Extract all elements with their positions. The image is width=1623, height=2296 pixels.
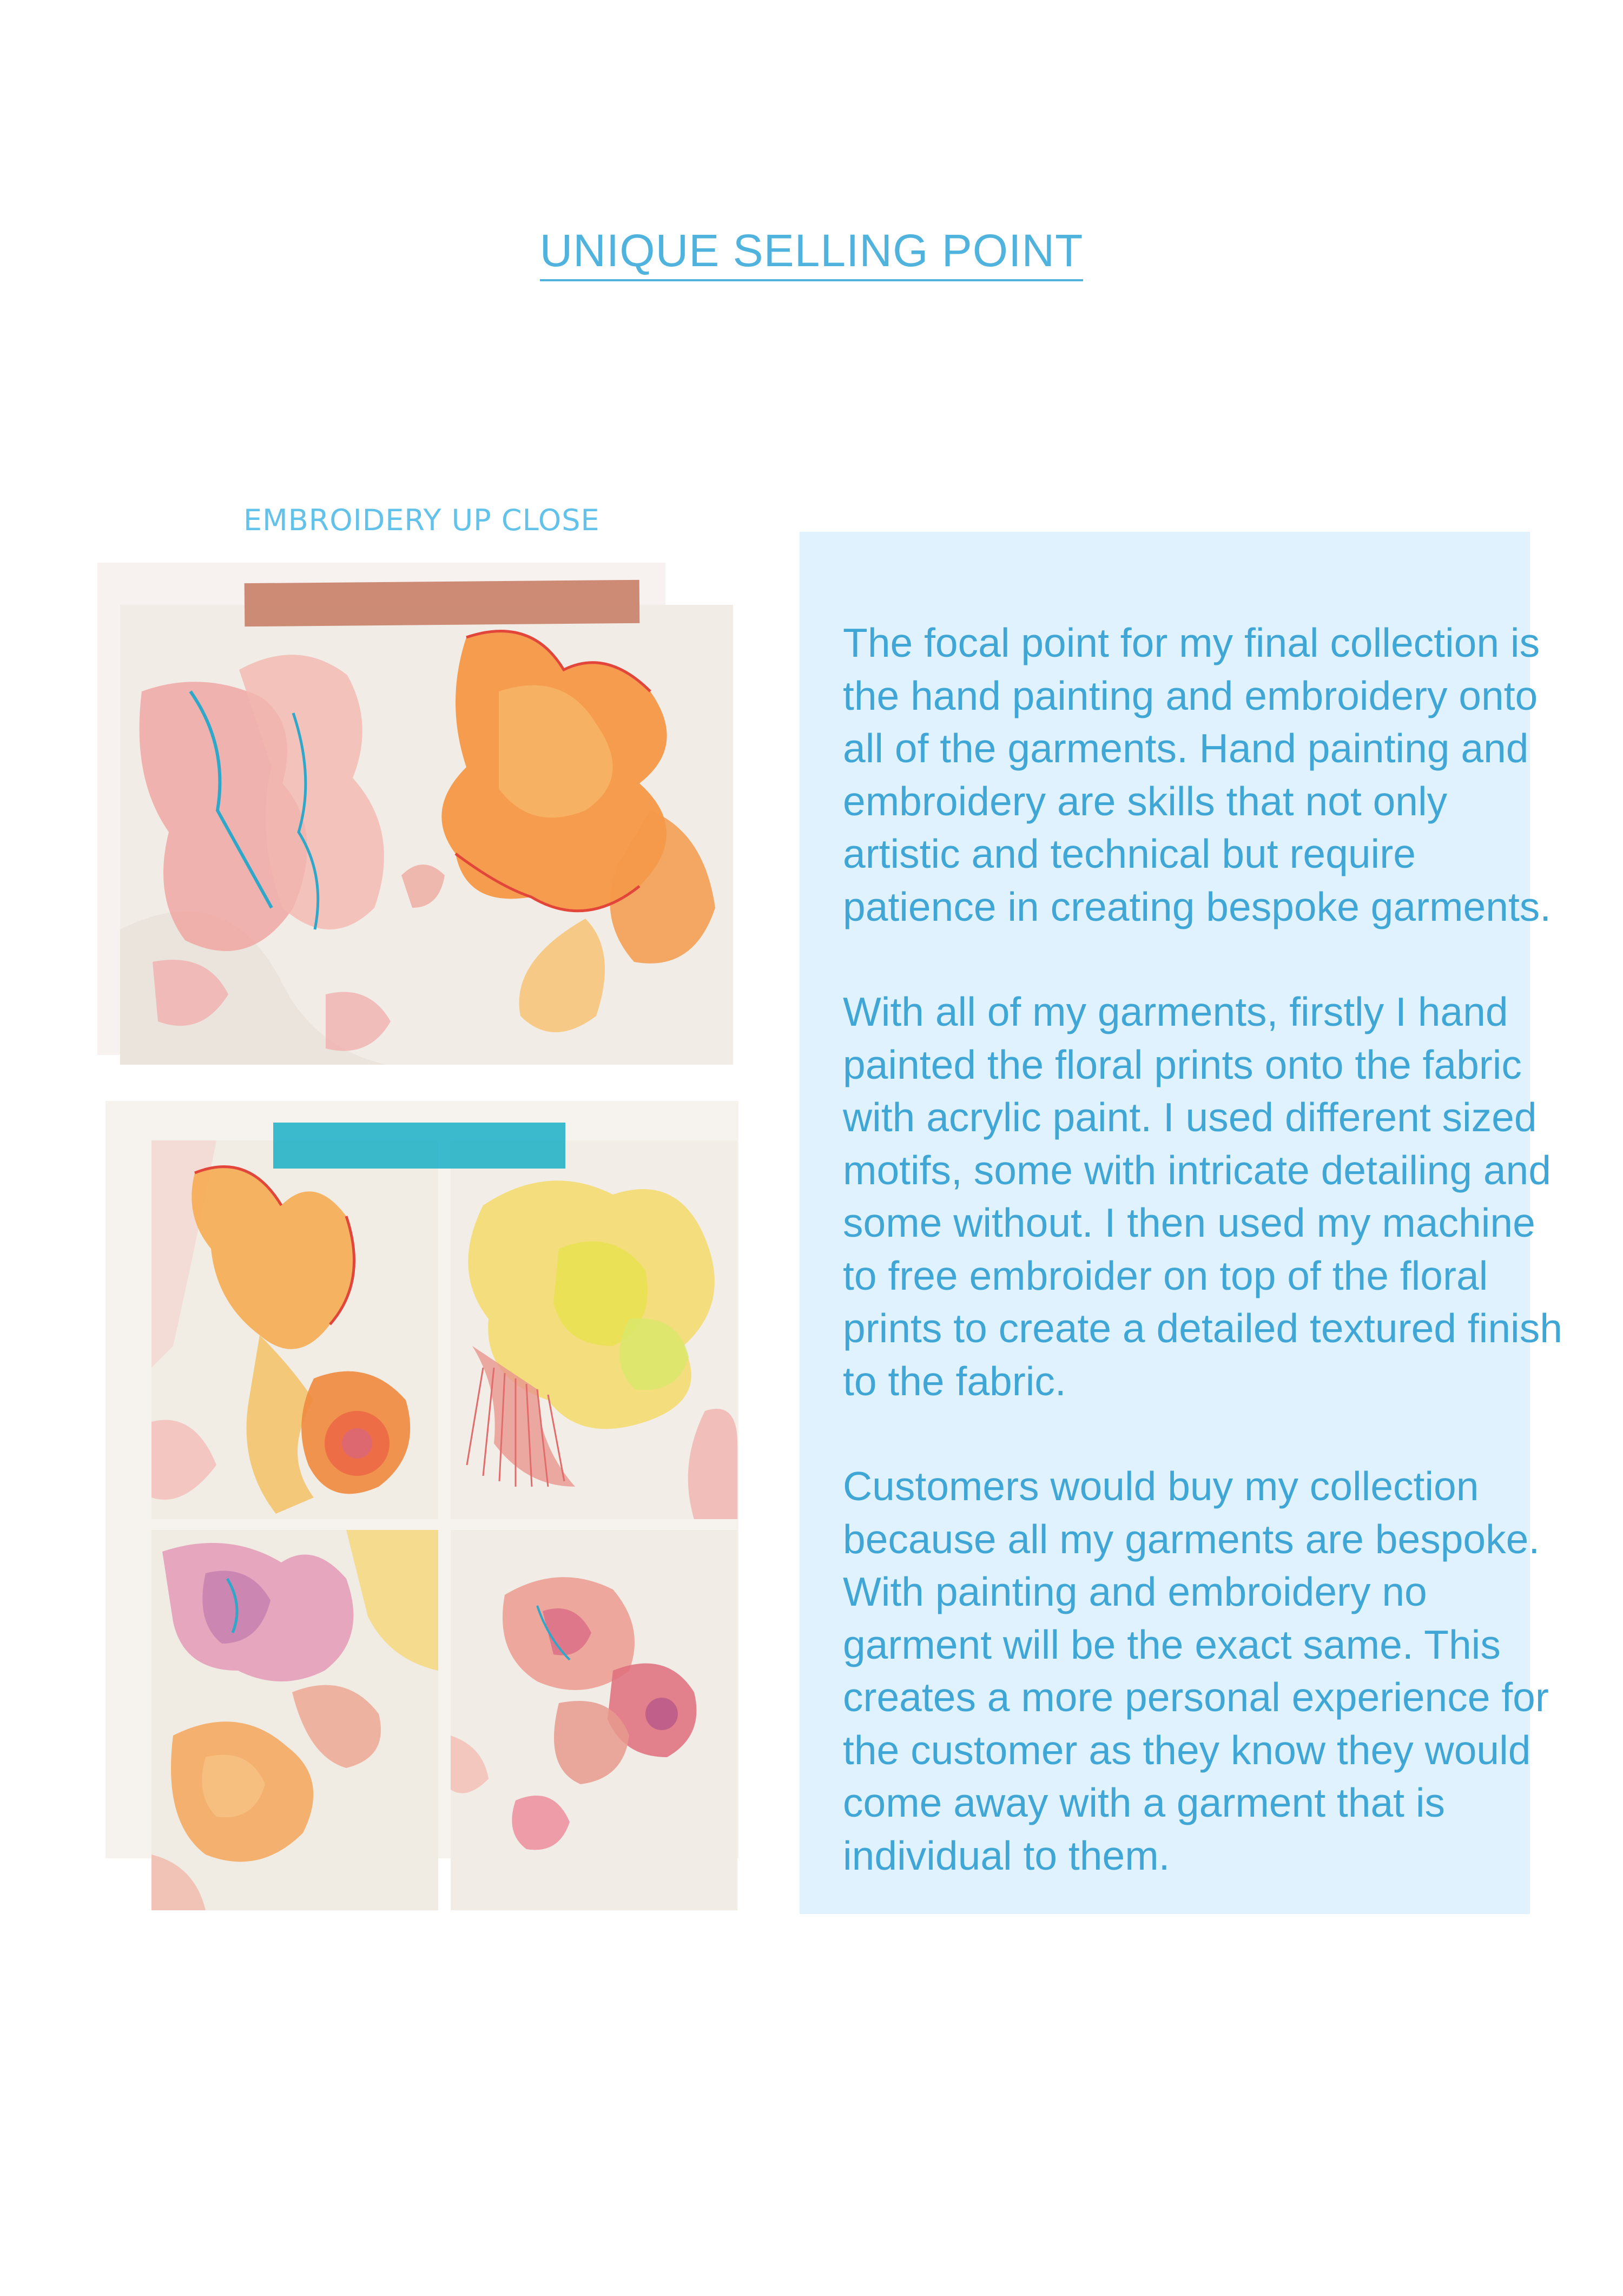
embroidery-photo-grid-2 (451, 1140, 737, 1519)
page-title-text: UNIQUE SELLING POINT (540, 225, 1084, 281)
embroidery-photo-grid-1 (151, 1140, 438, 1519)
embroidery-photo-large (120, 605, 733, 1065)
paragraph-2: With all of my garments, firstly I hand painted the floral prints onto the fabric with acrylic paint. I used different sized motifs, some with intricate detailing and some without. I then used my machine to free embroider on top of the floral prints to create a detailed textured finish to the fabric. (843, 989, 1562, 1404)
page-title (0, 225, 1623, 277)
paragraph-3: Customers would buy my collection because all my garments are bespoke. With painting and embroidery no garment will be the exact same. This creates a more personal experience for the customer as they know they would come away with a garment that is individual to them. (843, 1463, 1549, 1878)
body-text (843, 617, 1568, 1935)
paragraph-1: The focal point for my final collection is the hand painting and embroidery onto all of the garments. Hand painting and embroidery are skills that not only artistic and technical but require patience in creating bespoke garments. (843, 620, 1552, 929)
tape-strip-bottom (273, 1123, 565, 1169)
photo-caption: EMBROIDERY UP CLOSE (243, 503, 600, 537)
tape-strip-top (245, 580, 640, 626)
embroidery-photo-grid-3 (151, 1530, 438, 1910)
embroidery-photo-grid-4 (451, 1530, 737, 1910)
